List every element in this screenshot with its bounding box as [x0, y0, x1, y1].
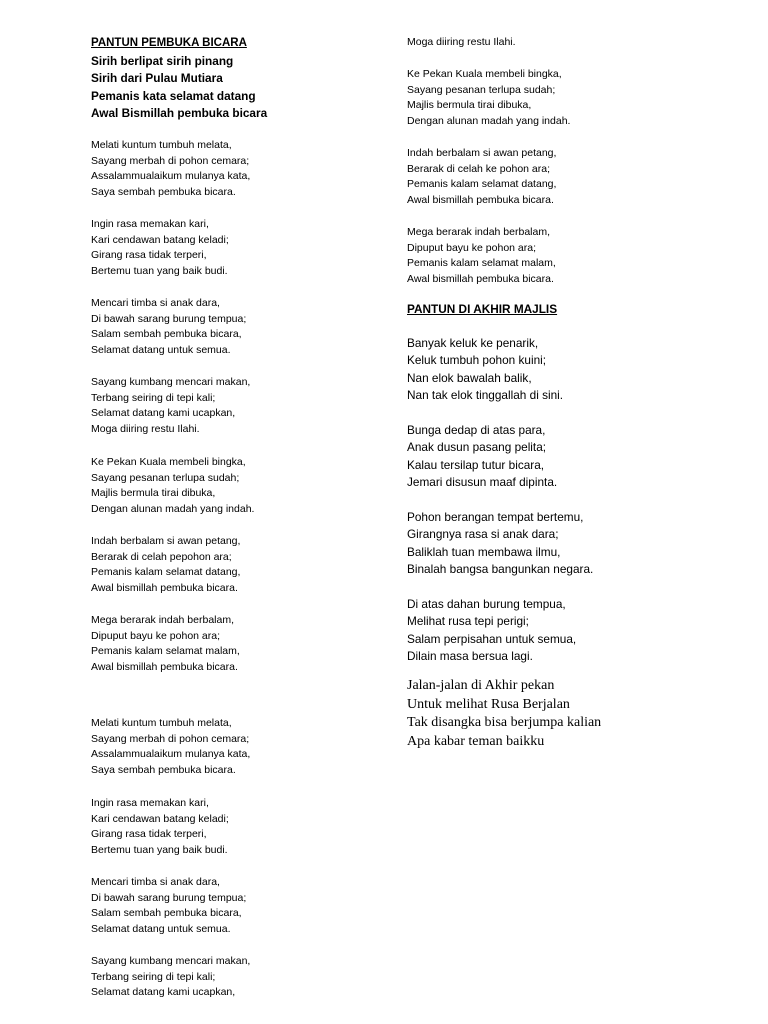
stanza	[407, 146, 556, 209]
stanza	[407, 67, 570, 130]
stanza-line: Sayang merbah di pohon cemara;	[91, 154, 250, 167]
stanza-line: Di bawah sarang burung tempua;	[91, 891, 247, 904]
stanza-line: Saya sembah pembuka bicara.	[91, 186, 236, 199]
stanza-line: Di bawah sarang burung tempua;	[91, 312, 247, 325]
stanza-line: Ke Pekan Kuala membeli bingka,	[407, 68, 562, 80]
stanza-line: Girang rasa tidak terperi,	[91, 249, 207, 262]
stanza-line: Salam sembah pembuka bicara,	[91, 907, 242, 920]
closing-stanza	[407, 335, 563, 405]
stanza-line: Dilain masa bersua lagi.	[407, 649, 533, 664]
stanza-line: Binalah bangsa bangunkan negara.	[407, 562, 594, 577]
stanza-line: Kalau tersilap tutur bicara,	[407, 457, 545, 472]
stanza-line: Majlis bermula tirai dibuka,	[407, 99, 532, 112]
extra-stanza	[407, 677, 601, 751]
stanza-line: Selamat datang untuk semua.	[91, 923, 231, 936]
stanza-line: Ke Pekan Kuala membeli bingka,	[91, 456, 246, 468]
stanza	[91, 534, 240, 597]
stanza-line: Awal bismillah pembuka bicara.	[91, 582, 238, 595]
stanza	[91, 796, 229, 859]
stanza-line: Berarak di celah ke pohon ara;	[407, 162, 551, 175]
stanza	[91, 875, 246, 938]
stanza-line: Bertemu tuan yang baik budi.	[91, 844, 228, 857]
stanza-line: Pemanis kata selamat datang	[91, 88, 256, 103]
stanza-line: Girangnya rasa si anak dara;	[407, 527, 559, 542]
stanza-line: Berarak di celah pepohon ara;	[91, 550, 232, 563]
stanza	[91, 613, 240, 676]
stanza-line: Sayang kumbang mencari makan,	[91, 376, 251, 388]
stanza-line: Kari cendawan batang keladi;	[91, 233, 229, 246]
stanza-line: Majlis bermula tirai dibuka,	[91, 487, 216, 500]
stanza-line: Salam perpisahan untuk semua,	[407, 631, 577, 646]
stanza-line: Pohon berangan tempat bertemu,	[407, 510, 584, 524]
stanza-line: Mega berarak indah berbalam,	[91, 614, 235, 626]
stanza	[91, 716, 250, 779]
stanza-line: Kari cendawan batang keladi;	[91, 812, 229, 825]
stanza-line: Pemanis kalam selamat malam,	[407, 257, 556, 270]
closing-stanza	[407, 509, 593, 579]
stanza-line: Selamat datang untuk semua.	[91, 344, 231, 357]
stanza	[91, 455, 254, 518]
stanza-line: Nan elok bawalah balik,	[407, 370, 532, 385]
stanza-line: Bunga dedap di atas para,	[407, 423, 546, 437]
stanza-line: Ingin rasa memakan kari,	[91, 218, 209, 230]
title-pantun-di-akhir-majlis: PANTUN DI AKHIR MAJLIS	[407, 302, 558, 316]
stanza-line: Awal bismillah pembuka bicara.	[407, 273, 554, 286]
stanza-line: Indah berbalam si awan petang,	[407, 147, 557, 159]
stanza-line: Dengan alunan madah yang indah.	[407, 115, 571, 128]
stanza	[91, 954, 250, 1001]
stanza-line: Dipuput bayu ke pohon ara;	[407, 241, 537, 254]
stanza-line: Baliklah tuan membawa ilmu,	[407, 544, 561, 559]
stanza-line: Sayang merbah di pohon cemara;	[91, 732, 250, 745]
stanza-line: Selamat datang kami ucapkan,	[91, 986, 236, 999]
stanza-line: Mencari timba si anak dara,	[91, 876, 220, 888]
stanza-line: Di atas dahan burung tempua,	[407, 597, 566, 611]
stanza-line: Pemanis kalam selamat datang,	[91, 566, 241, 579]
stanza-line: Terbang seiring di tepi kali;	[91, 970, 216, 983]
stanza-line: Sirih dari Pulau Mutiara	[91, 71, 223, 86]
stanza-line: Awal Bismillah pembuka bicara	[91, 105, 268, 120]
stanza-line: Melati kuntum tumbuh melata,	[91, 139, 232, 151]
stanza-line: Untuk melihat Rusa Berjalan	[407, 696, 570, 712]
stanza	[407, 225, 556, 288]
stanza-line: Ingin rasa memakan kari,	[91, 797, 209, 809]
stanza	[91, 138, 250, 201]
title-pantun-pembuka-bicara: PANTUN PEMBUKA BICARA	[91, 37, 247, 49]
stanza-line: Apa kabar teman baikku	[407, 733, 545, 749]
stanza-line: Indah berbalam si awan petang,	[91, 535, 241, 547]
stanza-line: Melati kuntum tumbuh melata,	[91, 717, 232, 729]
stanza	[91, 375, 250, 438]
stanza-line: Dengan alunan madah yang indah.	[91, 503, 255, 516]
stanza-line: Pemanis kalam selamat malam,	[91, 645, 240, 658]
stanza-line: Dipuput bayu ke pohon ara;	[91, 629, 221, 642]
stanza-line: Melihat rusa tepi perigi;	[407, 614, 529, 629]
stanza-line: Mega berarak indah berbalam,	[407, 226, 551, 238]
stanza-line: Bertemu tuan yang baik budi.	[91, 265, 228, 278]
stanza-line: Awal bismillah pembuka bicara.	[91, 661, 238, 674]
closing-stanza	[407, 596, 576, 666]
stanza-line: Banyak keluk ke penarik,	[407, 336, 539, 350]
stanza-line: Awal bismillah pembuka bicara.	[407, 194, 554, 207]
stanza-line: Keluk tumbuh pohon kuini;	[407, 353, 547, 368]
stanza-line: Girang rasa tidak terperi,	[91, 828, 207, 841]
stanza-line: Nan tak elok tinggallah di sini.	[407, 388, 564, 403]
stanza	[91, 217, 229, 280]
stanza-line: Saya sembah pembuka bicara.	[91, 764, 236, 777]
stanza-line: Anak dusun pasang pelita;	[407, 440, 547, 455]
stanza-line: Moga diiring restu Ilahi.	[91, 423, 200, 436]
stanza-line: Sayang kumbang mencari makan,	[91, 955, 251, 967]
stanza-line: Sayang pesanan terlupa sudah;	[407, 83, 556, 96]
stanza-line: Pemanis kalam selamat datang,	[407, 178, 557, 191]
stanza-line: Moga diiring restu Ilahi.	[407, 36, 516, 48]
stanza-line: Sayang pesanan terlupa sudah;	[91, 471, 240, 484]
stanza-line: Jemari disusun maaf dipinta.	[407, 475, 558, 490]
stanza-line: Assalammualaikum mulanya kata,	[91, 170, 251, 183]
stanza-line: Terbang seiring di tepi kali;	[91, 391, 216, 404]
stanza-line: Tak disangka bisa berjumpa kalian	[407, 715, 602, 730]
stanza-line: Jalan-jalan di Akhir pekan	[407, 678, 555, 693]
stanza	[91, 296, 246, 359]
closing-stanza	[407, 422, 557, 492]
stanza	[407, 35, 516, 51]
stanza-line: Mencari timba si anak dara,	[91, 297, 220, 309]
stanza-line: Salam sembah pembuka bicara,	[91, 328, 242, 341]
stanza-line: Assalammualaikum mulanya kata,	[91, 748, 251, 761]
stanza-line: Selamat datang kami ucapkan,	[91, 407, 236, 420]
stanza-line: Sirih berlipat sirih pinang	[91, 54, 234, 68]
intro-stanza	[91, 53, 267, 122]
